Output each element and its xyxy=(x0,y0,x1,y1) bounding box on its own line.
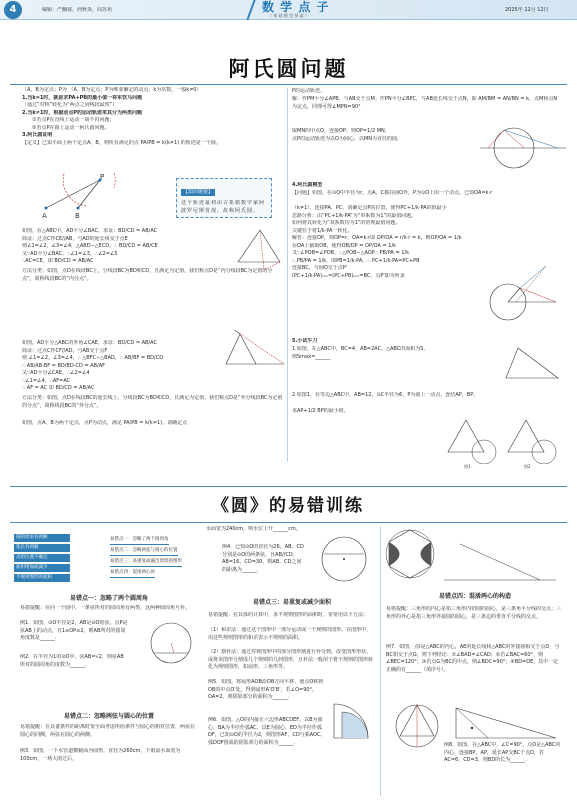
column-divider xyxy=(287,88,288,462)
mind-tag: 点的位置不确定 xyxy=(14,554,70,562)
mind-item: 易错点四：混淆两心的 xyxy=(110,569,155,578)
ex8-triangle xyxy=(452,704,562,742)
knowledge-box xyxy=(176,178,272,218)
example: 例5．如图，将扇形AOB沿OB方向平移，使点O移到OB的中点O'处，得到扇形A'O'B'，若∠O=90°，OA=2，则阴影部分的面积为______. xyxy=(208,679,324,700)
proof2-question: 如图，点A、B为两个定点，点P为动点，满足 PA/PB = k(k≠1)，请确定点 xyxy=(22,420,188,426)
section3-title: 3.阿氏圆证明 xyxy=(22,132,53,138)
proof1-line: ∴AC=CE，即 BD/CD = AB/AC xyxy=(22,258,94,264)
example: 例3．如图，一下水管道横截面为圆形，直径为260cm，下雨前水面宽为100cm，一场大雨过后， xyxy=(20,748,181,762)
article2-col3 xyxy=(386,606,562,689)
svg-text:P: P xyxy=(100,173,105,181)
model-line: 又∵∠POB=∠POB，∴△POB∽△AOP∴ PB/PA = 1/k xyxy=(292,250,409,256)
editors-line: 编辑：严翻叙，何秋炎，周苏苑 xyxy=(42,7,113,13)
right-line: 点P的运动轨迹为以O为圆心，以MN为直径的圆。 xyxy=(292,136,403,142)
example: 水面宽为240cm，则水位上升______cm。 xyxy=(206,526,301,532)
ex7-circle xyxy=(392,700,442,754)
section4-title: 4.阿氏圆模型 xyxy=(292,182,323,188)
triangle-figure-1 xyxy=(234,226,288,274)
title-rule xyxy=(10,84,567,85)
model-line: 在OA上截取OB，使得OB/OP = OP/OA = 1/k xyxy=(292,242,397,249)
model-line: 【问题】如图，在⊙O中半径为r，点A，C都在圆O外，P为⊙O上的一个动点，已知OA=k·r xyxy=(292,190,493,196)
proof2-line: 则 ∠1=∠2，∠3=∠4，∴ △BFC∽△BAD，∴ AB/BF = BD/CD xyxy=(22,355,164,361)
proof1-line: 简证：过点C作CE//AB，与AD的延长线交于点E xyxy=(22,235,128,242)
ex6-hexagon xyxy=(380,526,440,582)
proof1-note: 方法分类：如图，点D在线段BC上，分线段BC为BD和CD，且满足为定值，我们称点D是“内分线段BC为定值的分点”，简称线段BC的“内分点”。 xyxy=(22,268,273,282)
right-line: P的运动轨迹。 xyxy=(292,88,326,94)
apollonius-model-figure xyxy=(486,262,560,326)
definition: 【定义】已知平面上两个定点A、B，则所有满足的点 PA/PB = k(k≠1) 的轨迹是一个圆。 xyxy=(22,139,221,146)
knowledge-body: 这个轨迹最初由古希腊数学家阿波罗尼斯发现，故称阿氏圆。 xyxy=(181,200,266,214)
mind-tag: 弦长有两解 xyxy=(14,544,70,552)
article1-right-column xyxy=(292,88,478,96)
section1-sub: （通过“对称”转化为“两点之间线段最短”） xyxy=(22,102,118,108)
proof2-note: 方法分类：如图，点D在线段BC的延长线上，分线段BC为BD和CD，且满足为定值，我们称点D是“外分线段BC为定值的分点”，简称线段BC的“外分点”。 xyxy=(22,395,283,409)
model-line: (PC+1/k·PA)ₘᵢₙ=(PC+PB)ₘᵢₙ=BC，点P'即为所求 xyxy=(292,272,405,279)
proof2-line: 简证：过点C作CF//AD，与AB交于点F xyxy=(22,347,108,354)
error-heading: 易错点三：易重复或减少面积 xyxy=(252,599,331,606)
svg-text:B: B xyxy=(75,212,80,220)
article1-title: 阿氏圆问题 xyxy=(228,57,349,81)
mind-map xyxy=(14,534,202,584)
article2-title: 《圆》的易错训练 xyxy=(212,496,364,516)
error-tip: 易错提醒：在具体的计算中，求不规则图形的面积时，常常用以下方法： xyxy=(208,612,369,618)
method: （2）割补法：通过对将图形中的部分图形割进行补分到，改变图形形状，或将该图形分割成几个规则的几何图形，且补法一般用于将不规则的图形转化为规则图形，如扇形，三角形等。 xyxy=(208,649,374,670)
practice1-triangle xyxy=(504,344,562,384)
proof1-block xyxy=(22,228,232,266)
knowledge-title: 【知识链接】 xyxy=(183,188,214,195)
model-line: 思路分析：由“PC+1/k·PA”为“单系数为1”的最值问题。 xyxy=(292,212,417,219)
ex1-circle xyxy=(144,618,198,668)
page-number-badge: 4 xyxy=(4,1,22,19)
section2-a: ①若点P在直线上运动一胡不归问题； xyxy=(32,117,115,123)
example: 例4．已知⊙O的直径为26，AB、CD分别是⊙O的两条弦，且AB//CD，AB=16，CD=30，则AB、CD之间的距离为______. xyxy=(222,544,304,573)
proof2-line: 又∵AD平分∠CAE，∴∠2=∠4 xyxy=(22,370,90,376)
error-heading: 易错点一：忽略了两个圆周角 xyxy=(69,595,148,602)
section2-title: 2.当k≠1时，根据动点P的运动轨迹来其分为两类问题 xyxy=(22,109,143,116)
brand-subtitle: （ 基 础 模 型 探 索 ） xyxy=(268,13,309,18)
model-line: 解答：连接OP，则OP=r，OA=k·r即 OP/OA = r/k·r = k，则OP/OA = 1/k xyxy=(292,235,462,241)
ex5-sector xyxy=(330,700,378,742)
example: 例2．在半径为1的⊙O中，弦AB=√2，则弦AB所对的圆周角的度数为______. xyxy=(20,654,124,668)
error-heading: 易错点四：混淆两心的构造 xyxy=(438,593,511,600)
proof1-line: 则∠1=∠2，∠3=∠4，△ABD∽△ECD，∴ BD/CD = AB/CE xyxy=(22,243,158,249)
mind-item: 易错点三：易重复或漏出剪影的图形 xyxy=(110,558,182,567)
model-line: ∴ PB/PA = 1/k，即PB=1/k·PA，∴ PC+1/k·PA=PC+PB xyxy=(292,257,420,264)
article2-title-rule xyxy=(10,522,567,523)
example: 例1．如图，⊙O半径是2，AB是⊙O的弦，点P是弦AB上的动点，且1≤OP≤2，则AB所对的圆周角度数是______. xyxy=(20,620,128,641)
figure-placeholder-top xyxy=(440,540,560,584)
section1-title: 1.当k=1时，就是求PA+PB的最小值一将军饮马问题 xyxy=(22,94,143,101)
practice2-figures xyxy=(446,416,562,464)
ex4-circle xyxy=(316,534,372,584)
practice2-ask: 求AP+1/2 BP的最小值。 xyxy=(292,408,349,414)
section5-title: 5.小试牛刀 xyxy=(292,338,318,344)
proof2-line: ∴ AF = AC 即 BD/CD = AB/AC xyxy=(22,385,95,391)
apollonius-figure xyxy=(34,172,126,224)
error-tip: 易错提醒：在具备条件的距离时要全面考虑所给条件与圆心的相对位置，两弦在圆心的同侧，两弦在圆心的两侧。 xyxy=(20,724,196,738)
proof1-line: 又∵AD平分∠BAC，∴∠1=∠3，∴∠2=∠5 xyxy=(22,250,118,257)
right-solution: 解：作PM平分∠APB，与AB交于点M；作PN平分∠BPC，与AB延长线交于点N，即 AM/BM = AN/BN = k，点M和点N为定点，同理可得∠MPN=90° xyxy=(292,96,558,110)
model-line: 连接BC，与圆O交于点P' xyxy=(292,265,348,271)
proof2-line: ∴ AB/AB-BF = BD/BD-CD = AB/AF xyxy=(22,362,106,369)
model-line: 如何将其转化为“双系数均为1”的常规最值问题。 xyxy=(292,220,401,226)
proof2-line: ∴∠1=∠4，∴AF=AC xyxy=(22,377,71,384)
example: 例6．如图，△O的内接正六边形ABCDEF，以B为圆心，BA为半径作弧AC，以E为圆心，ED为半径作弧DF，已知⊙O的半径为2，则图形AF、CD与弧AOC、弧DOF围成的阴影部分的面积为______. xyxy=(208,717,326,746)
circle-mn-figure xyxy=(478,118,568,172)
triangle-figure-2 xyxy=(222,330,288,374)
mind-item: 易错点二：忽略两弦与圆心的位置 xyxy=(110,547,178,556)
error-tip: 易错提醒：三角形的内心是指三角形内切圆的圆心，是三条角平分线的交点；三角形的外心是指三角形外接圆的圆心，是三条边的垂直平分线的交点。 xyxy=(386,606,562,620)
practice-line: 则Smax=______ xyxy=(292,353,331,360)
proof2-block xyxy=(22,340,232,393)
intro-line: （A、B为定点；P为 （A、B为定点；P为绑要确定的动点；k为常数，一般k≠0） xyxy=(22,87,202,93)
method: （1）和差法：通过这个图形中一部分运动或一个规则的图形，在图形中，用这些规则图形的和差表示不规则的面积。 xyxy=(208,627,372,641)
mind-tag: 不规则图形的面积 xyxy=(14,574,70,582)
practice2: 2.如图1，在等边△ABC中，AB=12，⊙C半径为6，P为圆上一动点，连结AP，BP， xyxy=(292,392,479,398)
proof2-line: 如图，AD平分△ABC的外角∠CAE，求证：BD/CD = AB/AC xyxy=(22,340,157,346)
right-line: 取MN的中点O，连接OP，则OP=1/2 MN， xyxy=(292,128,390,134)
proof1-line: 如图，在△ABC中，AD平分∠BAC，求证：BD/CD = AB/AC xyxy=(22,228,158,234)
practice-block xyxy=(292,346,502,361)
error-tip: 易错提醒：在同一个圆中，一条弦所对的圆周角有两类，这两种圆周角互补。 xyxy=(20,605,191,611)
section2-b: ②若点P在圆上运动一阿氏圆问题。 xyxy=(32,124,110,131)
article2-divider xyxy=(10,486,567,487)
issue-date: 2025年 12月 12日 xyxy=(505,7,549,13)
practice-line: 1.如图，在△ABC中，BC=4，AB=2AC，△ABC的面积为S， xyxy=(292,346,429,352)
model-line: （k≠1），连接PA、PC，请确定点P的位置，使得PC+1/k·PA的值最小 xyxy=(292,205,447,211)
model-line: 关键在于将1/k·PA一转化。 xyxy=(292,227,353,234)
error-heading: 易错点二：忽略两弦与圆心的位置 xyxy=(63,713,154,720)
mind-item: 易错点一：忽略了两个圆周角 xyxy=(110,536,169,545)
fig-label-1: 图1 xyxy=(464,464,471,469)
mind-tag: 圆的周角有两解 xyxy=(14,534,70,542)
example: 例7．如图，点I是△ABC的内心，AE的延长线和△ABC的外接圆相交于点D，与BC相交于点G，则下列结论：①∠BAD=∠CAD；②若∠BAC=60°，则∠BEC=120°；③若点G为BC的中点，则∠BDC=90°；④BD=DE。其中一定正确的有______（填序号）。 xyxy=(386,644,560,673)
fig-label-2: 图2 xyxy=(524,464,531,469)
brand-title: 数 学 点 子 xyxy=(262,0,330,14)
svg-text:A: A xyxy=(42,212,47,220)
mind-tag: 面积增加或减少 xyxy=(14,564,70,572)
example: 例8．如图，在△ABC中，∠C=90°，点O是△ABC的内心，连接BP，AP，延长AP交BC于点D，若AC=6，CD=3，则BD的长为______. xyxy=(444,742,561,763)
